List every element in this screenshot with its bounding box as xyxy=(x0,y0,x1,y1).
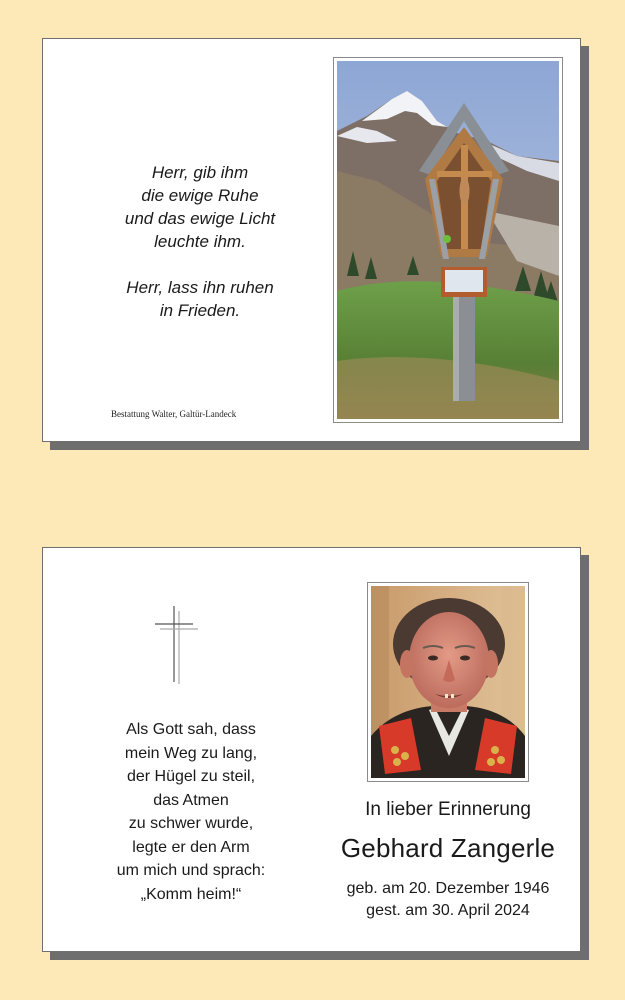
poem-text xyxy=(63,718,319,906)
memorial-heading: In lieber Erinnerung xyxy=(365,799,531,820)
wayside-cross-photo xyxy=(333,57,563,423)
poem-line: mein Weg zu lang, xyxy=(124,744,258,762)
prayer-line: in Frieden. xyxy=(159,301,241,320)
cross-icon xyxy=(155,604,201,684)
prayer-gap xyxy=(63,253,337,276)
portrait-image xyxy=(371,586,525,778)
birth-date: geb. am 20. Dezember 1946 xyxy=(346,880,550,897)
prayer-line: und das ewige Licht xyxy=(124,209,276,228)
deceased-name: Gebhard Zangerle xyxy=(340,833,556,863)
memorial-card-front xyxy=(42,38,581,442)
portrait-photo xyxy=(367,582,529,782)
poem-line: zu schwer wurde, xyxy=(128,815,254,832)
prayer-line: Herr, lass ihn ruhen xyxy=(126,278,274,297)
prayer-text xyxy=(63,161,337,322)
poem-line: legte er den Arm xyxy=(132,838,250,856)
mountain-cross-image xyxy=(337,61,559,419)
prayer-line: Herr, gib ihm xyxy=(151,163,249,182)
memorial-card-back xyxy=(42,547,581,952)
prayer-line: die ewige Ruhe xyxy=(141,186,259,205)
poem-line: der Hügel zu steil, xyxy=(126,768,256,785)
undertaker-credit: Bestattung Walter, Galtür-Landeck xyxy=(111,409,237,419)
poem-line: „Komm heim!“ xyxy=(140,885,242,903)
prayer-line: leuchte ihm. xyxy=(154,232,246,251)
poem-line: um mich und sprach: xyxy=(116,862,266,879)
poem-line: Als Gott sah, dass xyxy=(126,721,256,738)
poem-line: das Atmen xyxy=(153,791,229,809)
death-date: gest. am 30. April 2024 xyxy=(366,902,530,919)
